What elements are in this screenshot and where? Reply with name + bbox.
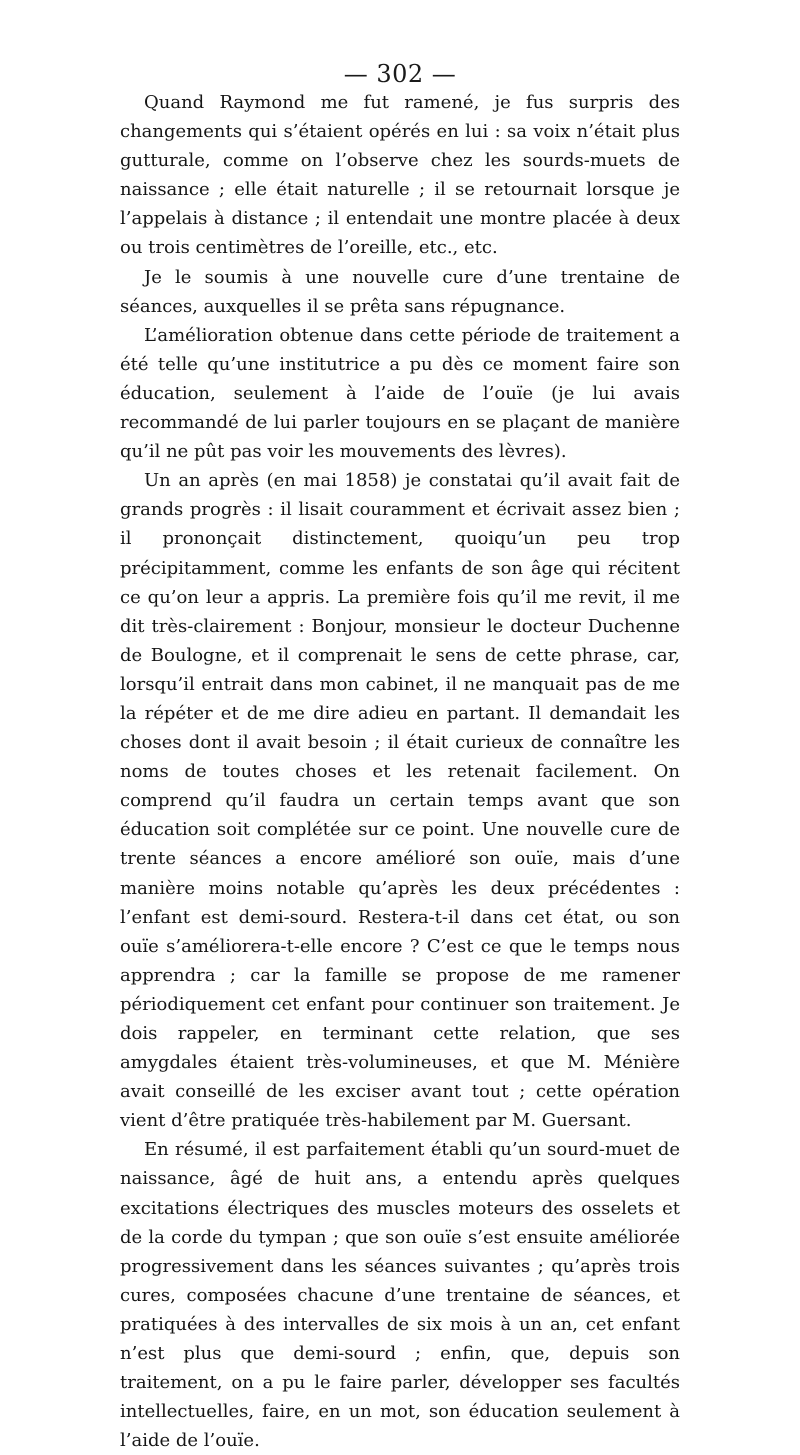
paragraph-3: L’amélioration obtenue dans cette période de traitement a été telle qu’une institutrice a pu dès ce moment faire son éducation, seulement à l’aide de l’ouïe (je lui avais recommandé de lui parler toujours en se plaçant de manière qu’il ne pût pas voir les mouvements des lèvres). <box>120 324 680 463</box>
body-text <box>120 88 680 1455</box>
page-number: — 302 — <box>343 60 457 88</box>
paragraph-4: Un an après (en mai 1858) je constatai qu’il avait fait de grands progrès : il lisait couramment et écrivait assez bien ; il prononçait distinctement, quoiqu’un peu trop précipitamment, comme les enfants de son âge qui récitent ce qu’on leur a appris. La première fois qu’il me revit, il me dit très-clairement : Bonjour, monsieur le docteur Duchenne de Boulogne, et il comprenait le sens de cette phrase, car, lorsqu’il entrait dans mon cabinet, il ne manquait pas de me la répéter et de me dire adieu en partant. Il demandait les choses dont il avait besoin ; il était curieux de connaître les noms de toutes choses et les retenait facilement. On comprend qu’il faudra un certain temps avant que son éducation soit complétée sur ce point. Une nouvelle cure de trente séances a encore amélioré son ouïe, mais d’une manière moins notable qu’après les deux précédentes : l’enfant est demi-sourd. Restera-t-il dans cet état, ou son ouïe s’améliorera-t-elle encore ? C’est ce que le temps nous apprendra ; car la famille se propose de me ramener périodiquement cet enfant pour continuer son traitement. Je dois rappeler, en terminant cette relation, que ses amygdales étaient très-volumineuses, et que M. Ménière avait conseillé de les exciser avant tout ; cette opération vient d’être pratiquée très-habilement par M. Guersant. <box>120 470 680 1132</box>
paragraph-2: Je le soumis à une nouvelle cure d’une trentaine de séances, auxquelles il se prêta sans répugnance. <box>120 266 680 317</box>
paragraph-5: En résumé, il est parfaitement établi qu’un sourd-muet de naissance, âgé de huit ans, a entendu après quelques excitations électriques des muscles moteurs des osselets et de la corde du tympan ; que son ouïe s’est ensuite améliorée progressivement dans les séances suivantes ; qu’après trois cures, composées chacune d’une trentaine de séances, et pratiquées à des intervalles de six mois à un an, cet enfant n’est plus que demi-sourd ; enfin, que, depuis son traitement, on a pu le faire parler, développer ses facultés intellectuelles, faire, en un mot, son éducation seulement à l’aide de l’ouïe. <box>120 1139 680 1452</box>
paragraph-1: Quand Raymond me fut ramené, je fus surpris des changements qui s’étaient opérés en lui : sa voix n’était plus gutturale, comme on l’observe chez les sourds-muets de naissance ; elle était naturelle ; il se retournait lorsque je l’appelais à distance ; il entendait une montre placée à deux ou trois centimètres de l’oreille, etc., etc. <box>120 92 680 259</box>
